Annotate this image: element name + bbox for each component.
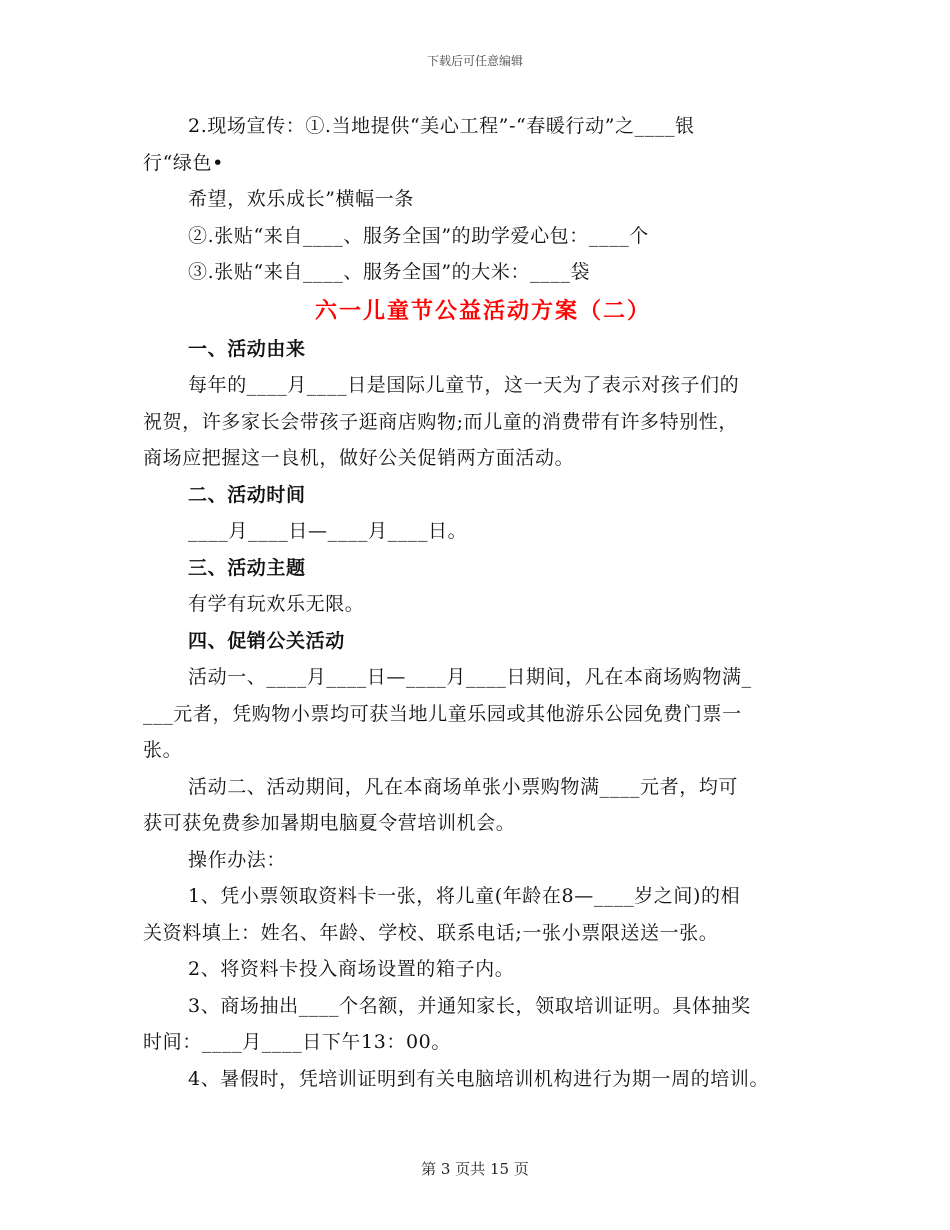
paragraph-line: 张。	[143, 739, 183, 761]
page-header: 下载后可任意编辑	[426, 54, 523, 68]
paragraph-line: 关资料填上：姓名、年龄、学校、联系电话;一张小票限送送一张。	[143, 921, 719, 944]
paragraph-line: 1、凭小票领取资料卡一张，将儿童(年龄在8—____岁之间)的相	[188, 885, 741, 907]
paragraph-line: 有学有玩欢乐无限。	[188, 593, 365, 615]
paragraph-line: 2.现场宣传：①.当地提供“美心工程”-“春暖行动”之____银	[188, 115, 695, 137]
paragraph-line: ___元者，凭购物小票均可获当地儿童乐园或其他游乐公园免费门票一	[143, 702, 742, 725]
paragraph-line: 获可获免费参加暑期电脑夏令营培训机会。	[143, 812, 516, 834]
paragraph-line: 时间：____月____日下午13：00。	[143, 1031, 451, 1053]
section-title: 六一儿童节公益活动方案（二）	[314, 297, 651, 324]
paragraph-line: ③.张贴“来自____、服务全国”的大米：____袋	[188, 261, 591, 283]
section-heading: 二、活动时间	[188, 483, 306, 506]
paragraph-line: 2、将资料卡投入商场设置的箱子内。	[188, 958, 515, 980]
paragraph-line: 4、暑假时，凭培训证明到有关电脑培训机构进行为期一周的培训。	[188, 1067, 770, 1090]
paragraph-line: 希望，欢乐成长”横幅一条	[188, 188, 414, 210]
section-heading: 三、活动主题	[188, 556, 306, 579]
section-heading: 一、活动由来	[188, 337, 306, 360]
paragraph-line: 每年的____月____日是国际儿童节，这一天为了表示对孩子们的	[188, 374, 740, 396]
paragraph-line: 操作办法：	[188, 848, 287, 871]
paragraph-line: 商场应把握这一良机，做好公关促销两方面活动。	[143, 447, 575, 469]
paragraph-line: 活动一、____月____日—____月____日期间，凡在本商场购物满_	[188, 666, 752, 688]
paragraph-line: ②.张贴“来自____、服务全国”的助学爱心包：____个	[188, 224, 649, 247]
paragraph-line: 祝贺，许多家长会带孩子逛商店购物;而儿童的消费带有许多特别性，	[143, 410, 739, 433]
paragraph-line: 行“绿色•	[143, 151, 224, 174]
paragraph-line: 3、商场抽出____个名额，并通知家长，领取培训证明。具体抽奖	[188, 994, 751, 1017]
document-body	[143, 108, 823, 1097]
section-heading: 四、促销公关活动	[188, 629, 345, 652]
page-footer: 第 3 页共 15 页	[421, 1160, 529, 1178]
paragraph-line: ____月____日—____月____日。	[188, 520, 468, 542]
paragraph-line: 活动二、活动期间，凡在本商场单张小票购物满____元者，均可	[188, 775, 739, 798]
